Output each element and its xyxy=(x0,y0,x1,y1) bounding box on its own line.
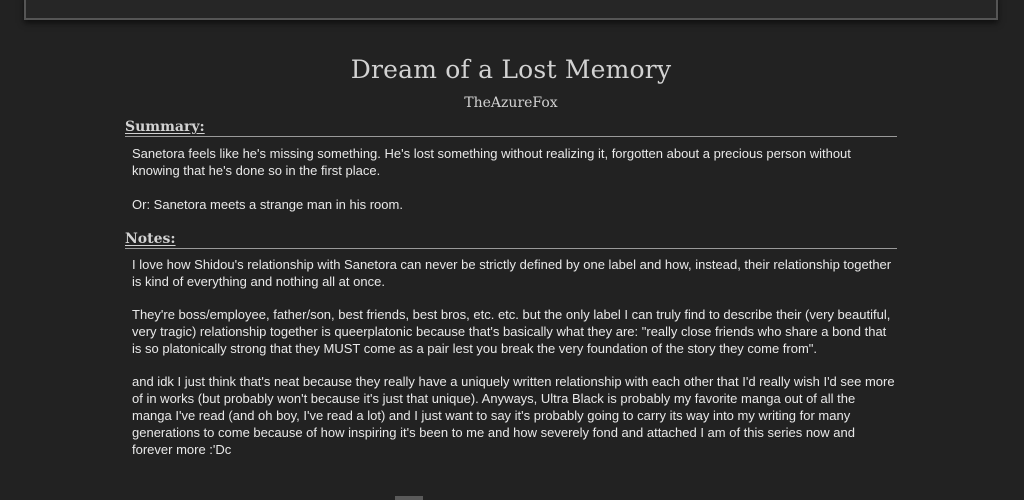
summary-text xyxy=(125,145,897,213)
summary-heading-label: Summary: xyxy=(125,119,205,135)
scroll-indicator xyxy=(395,496,423,500)
work-title: Dream of a Lost Memory xyxy=(350,55,672,84)
notes-paragraph: and idk I just think that's neat because they really have a uniquely written relationship with each other that I'd really wish I'd see more of in works (but probably won't because it's just that unique). Anyways, Ultra Black is probably my favorite manga out of all the manga I've read (and oh boy, I've read a lot) and I just want to say it's probably going to carry its way into my writing for many generations to come because of how inspiring it's been to me and how severely fond and attached I am of this series now and forever more :'Dc xyxy=(132,374,895,457)
author-link[interactable]: TheAzureFox xyxy=(464,95,558,111)
notes-heading-label: Notes: xyxy=(125,231,176,247)
summary-paragraph: Sanetora feels like he's missing something. He's lost something without realizing it, forgotten about a precious person without knowing that he's done so in the first place. xyxy=(132,146,851,178)
summary-heading xyxy=(125,119,897,137)
notes-paragraph: I love how Shidou's relationship with Sanetora can never be strictly defined by one label and how, instead, their relationship together is kind of everything and nothing all at once. xyxy=(132,257,892,289)
top-navigation-panel xyxy=(24,0,998,20)
notes-text xyxy=(125,256,897,458)
work-preface xyxy=(125,52,897,458)
summary-paragraph: Or: Sanetora meets a strange man in his room. xyxy=(132,197,403,212)
cut-off-next-line xyxy=(132,494,432,500)
notes-heading xyxy=(125,231,897,249)
notes-paragraph: They're boss/employee, father/son, best friends, best bros, etc. etc. but the only label I can truly find to describe their (very beautiful, very tragic) relationship together is queerplatonic because that's basically what they are: "really close friends who share a bond that is so platonically strong that they MUST come as a pair lest you break the very foundation of the story they come from". xyxy=(132,307,891,356)
